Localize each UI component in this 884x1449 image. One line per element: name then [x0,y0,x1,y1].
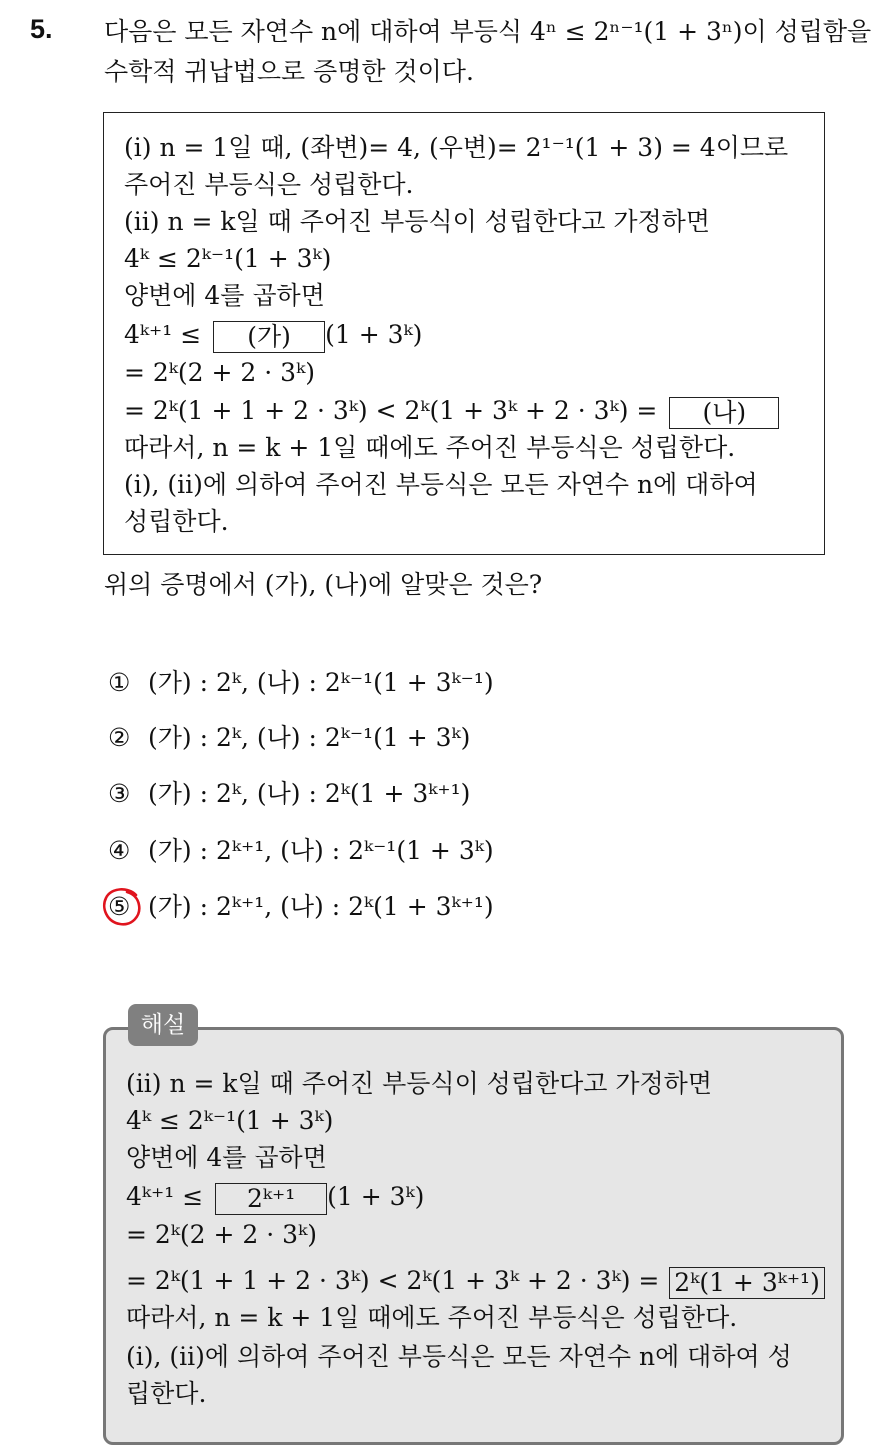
proof-line-10: (i), (ii)에 의하여 주어진 부등식은 모든 자연수 n에 대하여 [124,470,758,499]
choice-5[interactable] [108,890,494,924]
choice-4-text: (가) : 2ᵏ⁺¹, (나) : 2ᵏ⁻¹(1 + 3ᵏ) [148,836,494,865]
proof-line-8 [124,394,779,429]
solution-line-9: 립한다. [126,1379,207,1408]
proof-line-4: 4ᵏ ≤ 2ᵏ⁻¹(1 + 3ᵏ) [124,244,332,273]
proof-line-1: (i) n = 1일 때, (좌변)= 4, (우변)= 2¹⁻¹(1 + 3) = 4이므로 [124,133,789,162]
solution-blank-na: 2ᵏ(1 + 3ᵏ⁺¹) [669,1267,825,1299]
solution-line-6-start: = 2ᵏ(1 + 1 + 2 · 3ᵏ) < 2ᵏ(1 + 3ᵏ + 2 · 3ᵏ) = [126,1266,660,1295]
choice-4-number: ④ [108,836,131,865]
solution-line-4 [126,1180,424,1215]
choice-1-text: (가) : 2ᵏ, (나) : 2ᵏ⁻¹(1 + 3ᵏ⁻¹) [148,668,494,697]
solution-box [103,1027,844,1445]
proof-line-5: 양변에 4를 곱하면 [124,281,325,310]
question-line-1: 다음은 모든 자연수 n에 대하여 부등식 4ⁿ ≤ 2ⁿ⁻¹(1 + 3ⁿ)이 성립함을 [104,17,872,46]
proof-line-8-start: = 2ᵏ(1 + 1 + 2 · 3ᵏ) < 2ᵏ(1 + 3ᵏ + 2 · 3ᵏ) = [124,396,658,425]
choice-5-text: (가) : 2ᵏ⁺¹, (나) : 2ᵏ(1 + 3ᵏ⁺¹) [148,892,494,921]
solution-label: 해설 [128,1004,198,1046]
question-line-2: 수학적 귀납법으로 증명한 것이다. [104,57,474,86]
solution-line-7: 따라서, n = k + 1일 때에도 주어진 부등식은 성립한다. [126,1303,738,1332]
choice-1-number: ① [108,668,131,697]
solution-blank-ga: 2ᵏ⁺¹ [215,1183,327,1215]
choice-2[interactable] [108,721,470,755]
proof-line-2: 주어진 부등식은 성립한다. [124,170,414,199]
proof-line-11: 성립한다. [124,507,229,536]
solution-line-3: 양변에 4를 곱하면 [126,1143,327,1172]
proof-line-7: = 2ᵏ(2 + 2 · 3ᵏ) [124,358,315,387]
solution-line-8: (i), (ii)에 의하여 주어진 부등식은 모든 자연수 n에 대하여 성 [126,1342,792,1371]
proof-line-6-start: 4ᵏ⁺¹ ≤ [124,320,202,349]
question-text [104,12,874,92]
proof-line-6 [124,318,422,353]
question-number: 5. [30,14,53,44]
choice-4[interactable] [108,834,494,868]
choice-2-text: (가) : 2ᵏ, (나) : 2ᵏ⁻¹(1 + 3ᵏ) [148,723,471,752]
answer-mark-circle-icon [101,886,143,928]
proof-line-9: 따라서, n = k + 1일 때에도 주어진 부등식은 성립한다. [124,433,736,462]
choice-1[interactable] [108,666,494,700]
choice-3[interactable] [108,777,470,811]
proof-box [103,112,825,555]
blank-na: (나) [669,397,779,429]
blank-ga: (가) [213,321,325,353]
question-prompt: 위의 증명에서 (가), (나)에 알맞은 것은? [104,570,543,599]
choice-2-number: ② [108,723,131,752]
solution-line-1: (ii) n = k일 때 주어진 부등식이 성립한다고 가정하면 [126,1069,712,1098]
choice-3-text: (가) : 2ᵏ, (나) : 2ᵏ(1 + 3ᵏ⁺¹) [148,779,471,808]
solution-line-2: 4ᵏ ≤ 2ᵏ⁻¹(1 + 3ᵏ) [126,1106,334,1135]
proof-line-6-end: (1 + 3ᵏ) [325,320,423,349]
choice-3-number: ③ [108,779,131,808]
solution-line-4-start: 4ᵏ⁺¹ ≤ [126,1182,204,1211]
choice-5-number: ⑤ [108,892,131,921]
solution-line-6 [126,1264,825,1299]
solution-line-5: = 2ᵏ(2 + 2 · 3ᵏ) [126,1220,317,1249]
solution-line-4-end: (1 + 3ᵏ) [327,1182,425,1211]
proof-line-3: (ii) n = k일 때 주어진 부등식이 성립한다고 가정하면 [124,207,710,236]
